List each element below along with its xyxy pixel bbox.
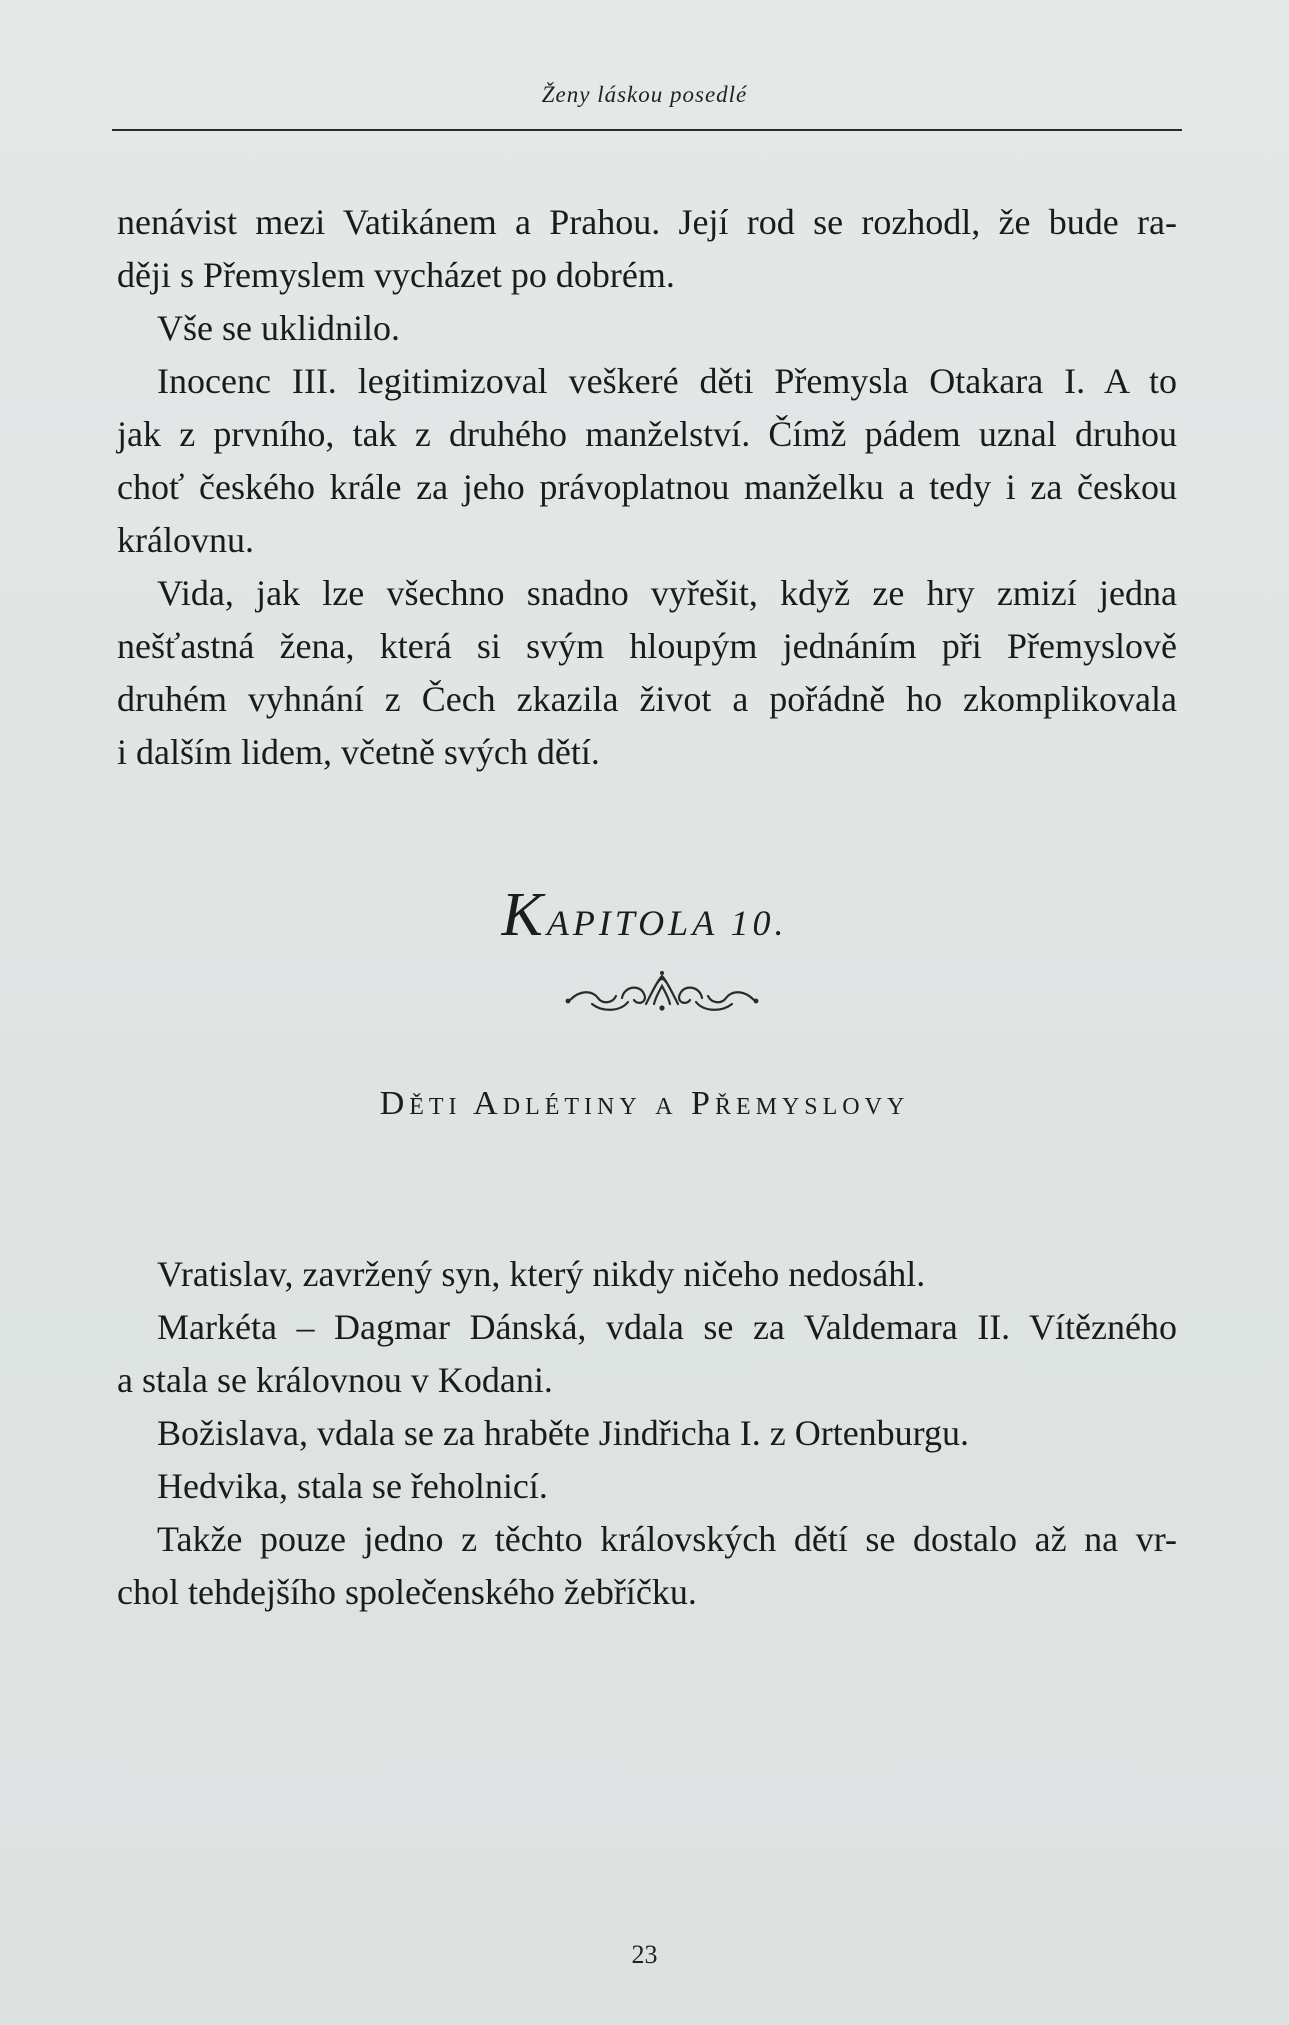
paragraph [117, 1513, 1177, 1619]
page-number: 23 [631, 1940, 658, 1969]
body-text-top [117, 196, 1177, 779]
paragraph [117, 1248, 1177, 1301]
text-line: Vida, jak lze všechno snadno vyřešit, když ze hry zmizí jedna [157, 573, 1177, 613]
chapter-label [0, 880, 1289, 951]
text-line: nešťastná žena, která si svým hloupým jednáním při Přemyslově [117, 626, 1177, 666]
header-rule [112, 129, 1182, 131]
body-text-bottom [117, 1248, 1177, 1619]
paragraph [117, 1301, 1177, 1407]
paragraph [117, 1407, 1177, 1460]
text-line: i dalším lidem, včetně svých dětí. [117, 732, 600, 772]
text-line: chol tehdejšího společenského žebříčku. [117, 1572, 697, 1612]
text-line: Markéta – Dagmar Dánská, vdala se za Valdemara II. Vítězného [157, 1307, 1177, 1347]
chapter-label-text: APITOLA 10. [546, 903, 788, 943]
text-line: nenávist mezi Vatikánem a Prahou. Její rod se rozhodl, že bude ra- [117, 202, 1177, 242]
running-head: Ženy láskou posedlé [541, 82, 748, 107]
paragraph [117, 355, 1177, 567]
flourish-ornament-icon [562, 968, 762, 1018]
text-line: Vše se uklidnilo. [157, 308, 400, 348]
text-line: Božislava, vdala se za hraběte Jindřicha I. z Ortenburgu. [157, 1413, 970, 1453]
text-line: a stala se královnou v Kodani. [117, 1360, 553, 1400]
text-line: Takže pouze jedno z těchto královských dětí se dostalo až na vr- [157, 1519, 1177, 1559]
chapter-title: Děti Adlétiny a Přemyslovy [379, 1085, 910, 1122]
paragraph [117, 1460, 1177, 1513]
paragraph [117, 302, 1177, 355]
paragraph [117, 567, 1177, 779]
text-line: Hedvika, stala se řeholnicí. [157, 1466, 548, 1506]
paragraph [117, 196, 1177, 302]
text-line: Inocenc III. legitimizoval veškeré děti Přemysla Otakara I. A to [157, 361, 1177, 401]
chapter-label-initial: K [501, 881, 547, 949]
text-line: choť českého krále za jeho právoplatnou manželku a tedy i za českou [117, 467, 1177, 507]
text-line: královnu. [117, 520, 254, 560]
text-line: jak z prvního, tak z druhého manželství. Čímž pádem uznal druhou [117, 414, 1177, 454]
text-line: ději s Přemyslem vycházet po dobrém. [117, 255, 675, 295]
text-line: Vratislav, zavržený syn, který nikdy ničeho nedosáhl. [157, 1254, 926, 1294]
text-line: druhém vyhnání z Čech zkazila život a pořádně ho zkomplikovala [117, 679, 1177, 719]
